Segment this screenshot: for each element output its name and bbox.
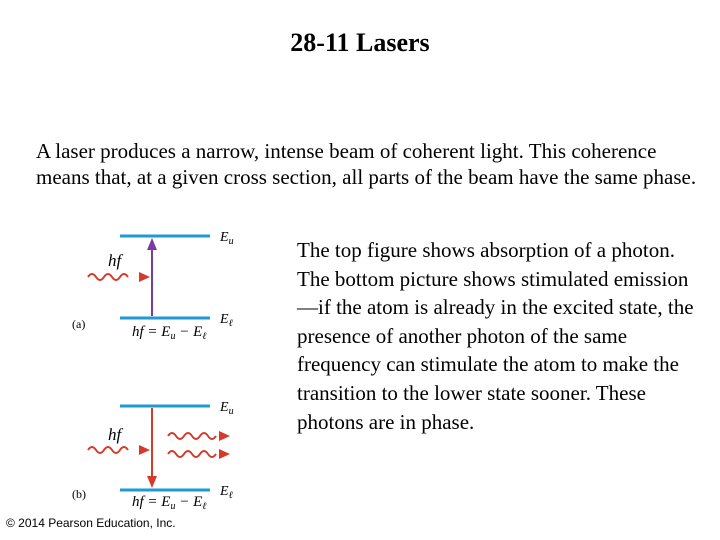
copyright-credit: © 2014 Pearson Education, Inc. [6, 516, 176, 530]
energy-equation-a: hf = $E_u - E_\ell$ [132, 324, 207, 342]
upper-level-label-a: $E_u$ [220, 230, 234, 247]
panel-a [72, 230, 234, 342]
emitted-photon-arrowhead-2 [219, 449, 230, 459]
lower-level-label-a: $E_\ell$ [220, 312, 233, 329]
photon-label-a: hf [108, 251, 122, 270]
incident-photon-arrowhead-a [139, 272, 150, 282]
emitted-photon-wave-2 [168, 451, 216, 457]
incident-photon-wave-a [88, 274, 128, 280]
emitted-photon-wave-1 [168, 433, 216, 439]
upper-level-label-b: $E_u$ [220, 400, 234, 417]
slide-title: 28-11 Lasers [290, 28, 430, 57]
transition-arrowhead-a [147, 238, 157, 250]
panel-b [72, 400, 234, 512]
energy-level-diagram [60, 220, 300, 520]
panel-label-b: (b) [72, 487, 86, 501]
energy-equation-b: hf = $E_u - E_\ell$ [132, 494, 207, 512]
lower-level-label-b: $E_\ell$ [220, 484, 233, 501]
photon-label-b: hf [108, 425, 122, 444]
description-paragraph: The top figure shows absorption of a photon. The bottom picture shows stimulated emission—if the atom is already in the excited state, the presence of another photon of the same frequency can stimulate the atom to make the transition to the lower state sooner. These photons are in phase. [297, 238, 694, 434]
panel-label-a: (a) [72, 317, 86, 331]
incident-photon-wave-b [88, 447, 128, 453]
transition-arrowhead-b [147, 476, 157, 488]
intro-paragraph: A laser produces a narrow, intense beam of coherent light. This coherence means that, at a given cross section, all parts of the beam have the same phase. [36, 139, 697, 189]
incident-photon-arrowhead-b [139, 445, 150, 455]
emitted-photon-arrowhead-1 [219, 431, 230, 441]
